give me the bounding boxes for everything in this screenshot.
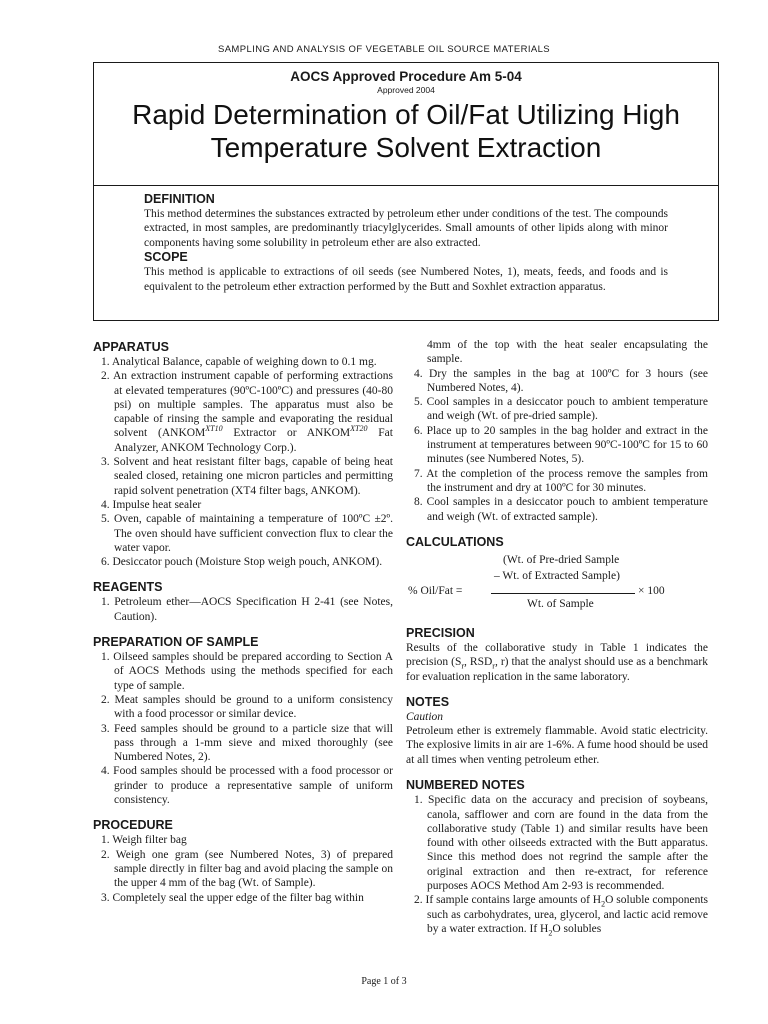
procedure-number: AOCS Approved Procedure Am 5-04: [290, 69, 522, 84]
procedure-heading: PROCEDURE: [93, 818, 173, 833]
list-item: 6. Place up to 20 samples in the bag holder and extract in the instrument at temperatures between 90ºC-100ºC for 15 to 60 minutes (see Numbered Notes, 5).: [414, 424, 708, 466]
title-line-2: Temperature Solvent Extraction: [210, 132, 602, 163]
reagents-heading: REAGENTS: [93, 580, 163, 595]
precision-text-c: , r) that the analyst should use as a benchmark for evaluation replication in the same laboratory.: [406, 656, 708, 683]
list-item: 1. Analytical Balance, capable of weighing down to 0.1 mg.: [101, 356, 377, 368]
precision-heading: PRECISION: [406, 625, 475, 640]
precision-text-a: Results of the collaborative study in Table 1 indicates the precision (S: [406, 641, 708, 669]
procedure-list: [93, 833, 393, 904]
superscript: XT20: [350, 424, 368, 434]
running-head: SAMPLING AND ANALYSIS OF VEGETABLE OIL SOURCE MATERIALS: [217, 44, 551, 55]
list-item: 3. Completely seal the upper edge of the filter bag within: [101, 891, 364, 904]
list-item: 3. Feed samples should be ground to a particle size that will pass through a 1-mm sieve and mixed thoroughly (see Numbered Notes, 2).: [101, 722, 393, 764]
list-item: 1. Specific data on the accuracy and precision of soybeans, canola, safflower and corn are found in the data from the collaborative study (Table 1) and similar results have been found with other oilseeds extracted with the Butt apparatus. Since this method does not regrind the sample after the original extraction and then re-extract, for reference purposes AOCS Method Am 2-93 is recommended.: [414, 794, 708, 893]
definition-heading: DEFINITION: [144, 192, 215, 206]
fraction-bar: [491, 593, 635, 594]
formula-numerator-2: – Wt. of Extracted Sample): [494, 569, 620, 582]
numbered-notes-list: [406, 793, 708, 936]
list-item: 7. At the completion of the process remove the samples from the instrument and dry at 100ºC for 30 minutes.: [414, 467, 708, 494]
subscript: r: [492, 661, 495, 671]
procedure-list-continued: [406, 367, 708, 524]
title-box: [93, 62, 719, 186]
apparatus-heading: APPARATUS: [93, 340, 169, 354]
list-item: 3. Solvent and heat resistant filter bags, capable of being heat sealed closed, retaining one micron particles and permitting rapid solvent penetration (XT4 filter bags, ANKOM).: [101, 456, 393, 497]
preparation-list: [93, 650, 393, 807]
numbered-notes-heading: NUMBERED NOTES: [406, 778, 525, 793]
scope-heading: SCOPE: [144, 250, 188, 265]
list-item: 2. Weigh one gram (see Numbered Notes, 3) of prepared sample directly in filter bag and avoid placing the sample on the upper 4 mm of the bag (Wt. of Sample).: [101, 848, 393, 890]
precision-text: [406, 641, 708, 684]
left-column: [93, 340, 393, 905]
list-item: [414, 893, 708, 936]
list-item: 5. Cool samples in a desiccator pouch to ambient temperature and weigh (Wt. of pre-dried sample).: [414, 396, 708, 423]
note-2-text-c: O solubles: [552, 922, 602, 935]
preparation-heading: PREPARATION OF SAMPLE: [93, 635, 259, 650]
oil-fat-formula: [406, 554, 708, 620]
title-line-1: Rapid Determination of Oil/Fat Utilizing High: [132, 99, 680, 130]
apparatus-item-2-end: Fat Analyzer, ANKOM Technology Corp.).: [114, 427, 393, 454]
notes-heading: NOTES: [406, 695, 450, 710]
formula-lhs: % Oil/Fat =: [408, 584, 463, 597]
list-item: 8. Cool samples in a desiccator pouch to ambient temperature and weigh (Wt. of extracted sample).: [414, 496, 708, 523]
list-item: 1. Petroleum ether—AOCS Specification H 2-41 (see Notes, Caution).: [101, 596, 393, 623]
note-2-text-a: 2. If sample contains large amounts of H: [414, 894, 602, 907]
formula-multiplier: × 100: [638, 584, 665, 597]
caution-label: Caution: [406, 711, 444, 724]
apparatus-item-2-mid: Extractor or ANKOM: [222, 427, 351, 440]
page-title: [94, 98, 718, 164]
caution-text: Petroleum ether is extremely flammable. Avoid static electricity. The explosive limits in air are 1-6%. A fume hood should be used at all times when venting petroleum ether.: [406, 725, 708, 766]
note-2-text-b: O soluble components such as carbohydrates, urea, glycerol, and lactic acid remove by a water extraction. If H: [427, 894, 709, 935]
apparatus-item-2-text: 2. An extraction instrument capable of performing extractions at elevated temperatures (90ºC-100ºC) and pressures (40-80 psi) on multiple samples. The apparatus must also be capable of rinsing the sample and evaporating the residual solvent (ANKOM: [101, 370, 393, 440]
list-item: 6. Desiccator pouch (Moisture Stop weigh pouch, ANKOM).: [101, 556, 383, 569]
approved-date: Approved 2004: [377, 85, 435, 95]
formula-denominator: Wt. of Sample: [527, 597, 594, 610]
list-item-continued: 4mm of the top with the heat sealer encapsulating the sample.: [427, 339, 708, 366]
subscript: r: [461, 661, 465, 671]
list-item: 1. Weigh filter bag: [101, 834, 187, 847]
procedure-continued: [406, 338, 708, 367]
list-item: 1. Oilseed samples should be prepared according to Section A of AOCS Methods using the methods specified for each type of sample.: [101, 651, 393, 692]
apparatus-list: [93, 355, 393, 569]
definition-text: This method determines the substances extracted by petroleum ether under conditions of the test. The compounds extracted, in most samples, are predominantly triacylglycerides. Small amounts of other lipids along with minor components having some solubility in petroleum ether are also extracted.: [144, 208, 668, 249]
superscript: XT10: [205, 424, 223, 434]
list-item: 4. Dry the samples in the bag at 100ºC for 3 hours (see Numbered Notes, 4).: [414, 367, 708, 394]
subscript: 2: [548, 928, 553, 938]
list-item: 4. Food samples should be processed with a food processor or grinder to produce a representative sample of uniform consistency.: [101, 765, 393, 807]
definition-scope-box: [93, 185, 719, 321]
subscript: 2: [601, 899, 606, 909]
list-item: [101, 369, 393, 455]
formula-numerator-1: (Wt. of Pre-dried Sample: [503, 553, 620, 566]
list-item: 4. Impulse heat sealer: [101, 498, 202, 511]
page-number: Page 1 of 3: [361, 976, 407, 987]
right-column: [406, 338, 708, 936]
list-item: 5. Oven, capable of maintaining a temperature of 100ºC ±2º. The oven should have sufficient convection flux to clear the water vapor.: [101, 513, 393, 554]
reagents-list: [93, 595, 393, 624]
precision-text-b: , RSD: [464, 656, 493, 669]
scope-text: This method is applicable to extractions of oil seeds (see Numbered Notes, 1), meats, feeds, and foods and is equivalent to the petroleum ether extraction performed by the Butt and Soxhlet extraction apparatus.: [144, 266, 668, 293]
calculations-heading: CALCULATIONS: [406, 534, 504, 549]
list-item: 2. Meat samples should be ground to a uniform consistency with a food processor or similar device.: [101, 693, 393, 721]
